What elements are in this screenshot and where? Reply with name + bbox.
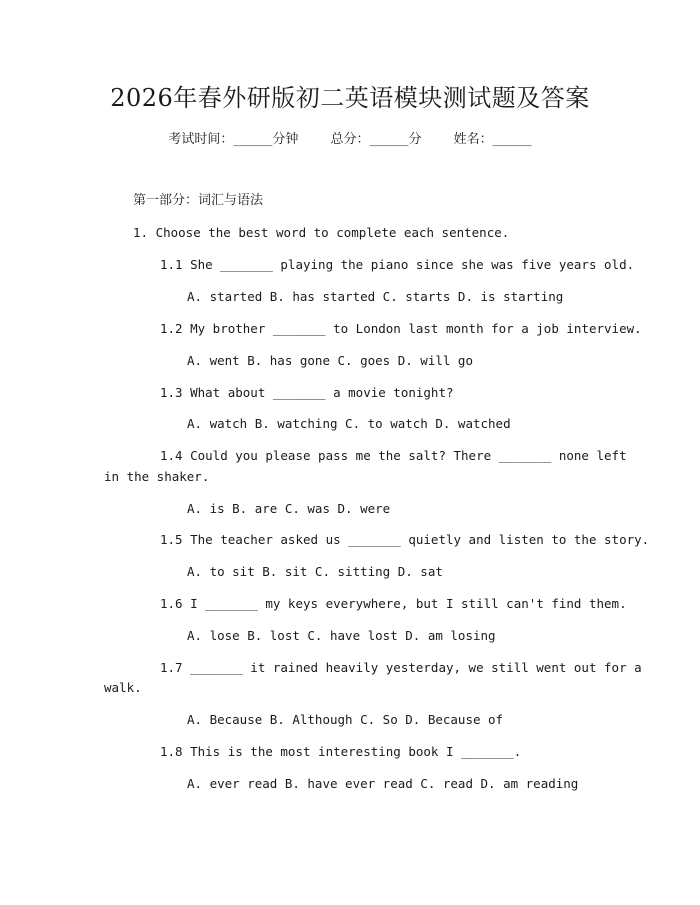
- question-options: A. lose B. lost C. have lost D. am losing: [187, 628, 496, 643]
- student-name-field: 姓名：______: [453, 132, 532, 147]
- question-options: A. watch B. watching C. to watch D. watched: [187, 416, 511, 431]
- exam-time-field: 考试时间：______分钟: [168, 132, 299, 147]
- total-score-field: 总分：______分: [330, 132, 422, 147]
- question-text: 1.3 What about _______ a movie tonight?: [160, 385, 454, 400]
- question-text: 1.7 _______ it rained heavily yesterday, we still went out for a: [160, 660, 642, 675]
- question-options: A. ever read B. have ever read C. read D. am reading: [187, 776, 579, 791]
- question-text-continued: walk.: [104, 680, 142, 695]
- exam-meta: [0, 130, 700, 150]
- question-text: 1.1 She _______ playing the piano since she was five years old.: [160, 257, 635, 272]
- question-options: A. is B. are C. was D. were: [187, 501, 391, 516]
- question-options: A. went B. has gone C. goes D. will go: [187, 353, 473, 368]
- question-text: 1.6 I _______ my keys everywhere, but I still can't find them.: [160, 596, 627, 611]
- question-text-continued: in the shaker.: [104, 469, 210, 484]
- question-intro: 1. Choose the best word to complete each sentence.: [133, 225, 510, 240]
- question-text: 1.2 My brother _______ to London last month for a job interview.: [160, 321, 642, 336]
- question-text: 1.5 The teacher asked us _______ quietly and listen to the story.: [160, 532, 650, 547]
- question-options: A. started B. has started C. starts D. is starting: [187, 289, 564, 304]
- section-title: 第一部分：词汇与语法: [133, 193, 264, 208]
- page-title: 2026年春外研版初二英语模块测试题及答案: [110, 84, 590, 112]
- question-text: 1.8 This is the most interesting book I _______.: [160, 744, 522, 759]
- question-options: A. Because B. Although C. So D. Because of: [187, 712, 504, 727]
- question-text: 1.4 Could you please pass me the salt? There _______ none left: [160, 448, 627, 463]
- question-options: A. to sit B. sit C. sitting D. sat: [187, 564, 443, 579]
